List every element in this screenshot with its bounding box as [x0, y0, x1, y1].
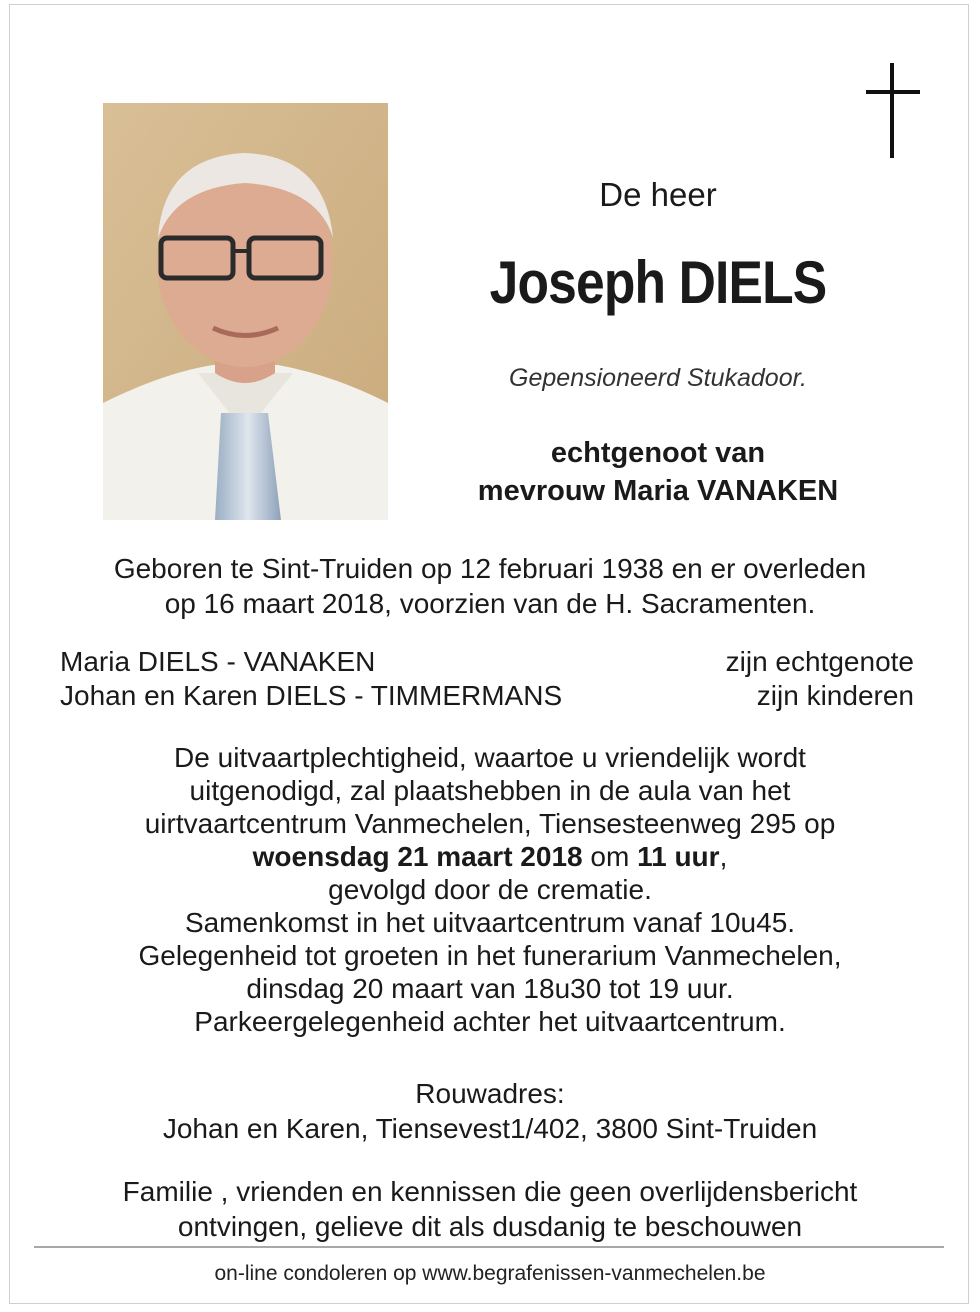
footer-divider: [34, 1246, 944, 1248]
funeral-date-mid: om: [582, 841, 638, 872]
closing-line-2: ontvingen, gelieve dit als dusdanig te beschouwen: [177, 1211, 803, 1242]
closing-note: [40, 1174, 940, 1244]
relative-relation: zijn echtgenote: [725, 646, 914, 677]
portrait-photo: [103, 103, 388, 520]
funeral-details: [40, 741, 940, 1038]
cross-icon: [864, 63, 922, 158]
relative-name: Maria DIELS - VANAKEN: [60, 646, 376, 677]
funeral-date-end: ,: [719, 841, 728, 872]
funeral-line-9: Parkeergelegenheid achter het uitvaartcentrum.: [194, 1006, 786, 1037]
funeral-date-line: [40, 840, 940, 873]
funeral-line-5: gevolgd door de crematie.: [328, 874, 652, 905]
funeral-line-1: De uitvaartplechtigheid, waartoe u vriendelijk wordt: [174, 742, 806, 773]
relative-name: Johan en Karen DIELS - TIMMERMANS: [60, 680, 563, 711]
relative-row: [60, 646, 914, 678]
born-line-1: Geboren te Sint-Truiden op 12 februari 1938 en er overleden: [113, 553, 867, 584]
funeral-line-7: Gelegenheid tot groeten in het funerarium Vanmechelen,: [138, 940, 842, 971]
funeral-time: 11 uur: [637, 841, 720, 872]
funeral-date: woensdag 21 maart 2018: [252, 841, 583, 872]
funeral-line-3: uirtvaartcentrum Vanmechelen, Tiensesteenweg 295 op: [144, 808, 836, 839]
spouse-line-2: mevrouw Maria VANAKEN: [477, 475, 839, 507]
deceased-name: Joseph DIELS: [489, 249, 827, 316]
relative-row: [60, 680, 914, 712]
footer-text: on-line condoleren op www.begrafenissen-vanmechelen.be: [214, 1262, 766, 1285]
funeral-line-2: uitgenodigd, zal plaatshebben in de aula van het: [189, 775, 791, 806]
address-label: Rouwadres:: [415, 1078, 565, 1109]
spouse-line-1: echtgenoot van: [550, 437, 766, 469]
funeral-line-8: dinsdag 20 maart van 18u30 tot 19 uur.: [246, 973, 734, 1004]
born-line-2: op 16 maart 2018, voorzien van de H. Sacramenten.: [164, 588, 816, 619]
address-value: Johan en Karen, Tiensevest1/402, 3800 Sint-Truiden: [162, 1113, 818, 1144]
spouse-of: [418, 434, 898, 510]
funeral-line-6: Samenkomst in het uitvaartcentrum vanaf 10u45.: [184, 907, 796, 938]
salutation: De heer: [599, 176, 717, 213]
relative-relation: zijn kinderen: [756, 680, 914, 711]
birth-death-text: [40, 551, 940, 621]
closing-line-1: Familie , vrienden en kennissen die geen overlijdensbericht: [122, 1176, 858, 1207]
mourning-address: [40, 1076, 940, 1146]
profession: Gepensioneerd Stukadoor.: [509, 364, 807, 392]
